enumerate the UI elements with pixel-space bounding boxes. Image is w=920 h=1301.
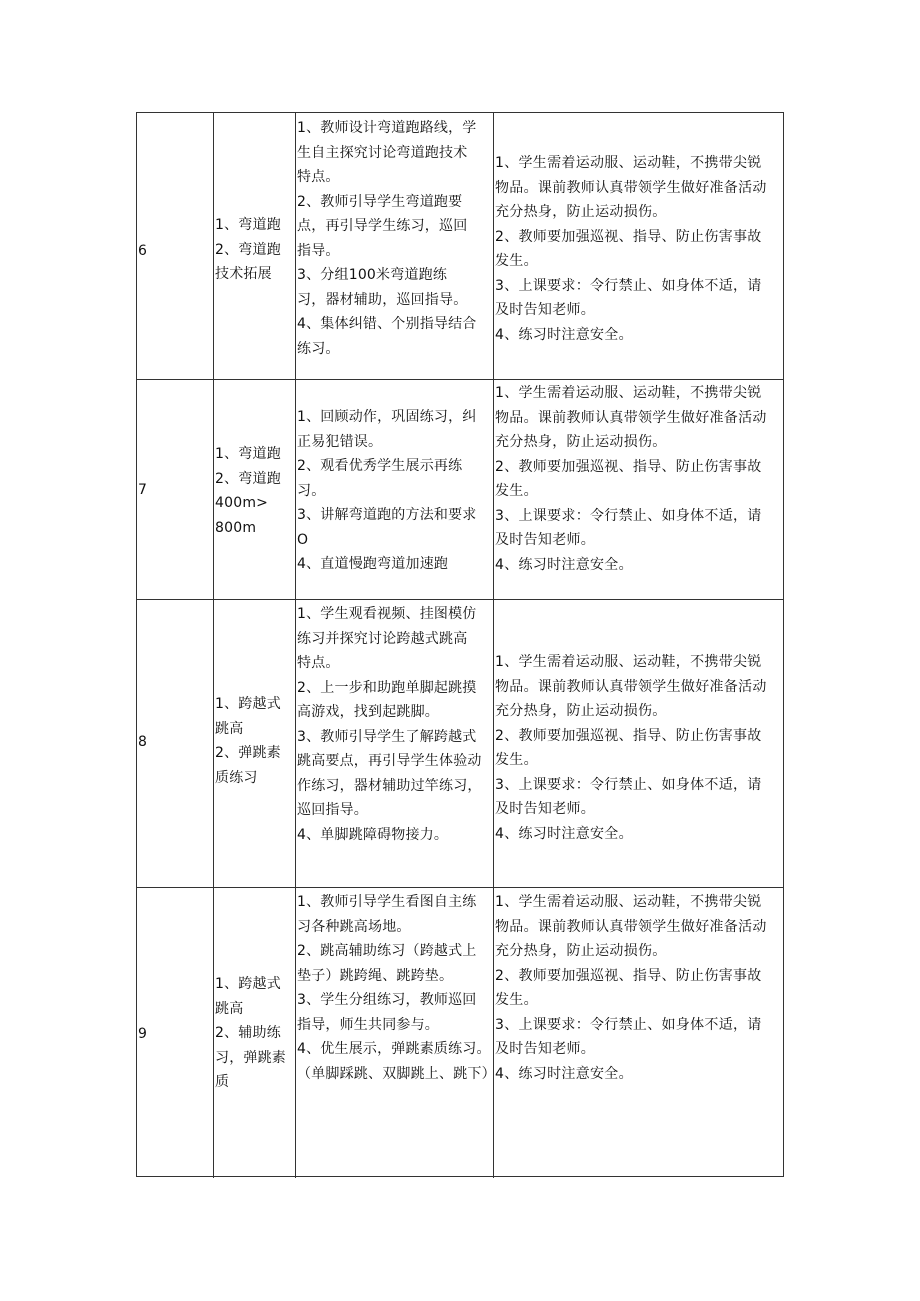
teaching-methods: 1、教师引导学生看图自主练 习各种跳高场地。 2、跳高辅助练习（跨越式上 垫子）跳跨绳、跳跨垫。 3、学生分组练习，教师巡回 指导，师生共同参与。 4、优生展示，弹跳素质练习。 （单脚踩跳、双脚跳上、跳下） bbox=[297, 894, 496, 1082]
lesson-number-cell bbox=[137, 600, 214, 887]
content-cell bbox=[214, 380, 296, 599]
lesson-number-cell bbox=[137, 888, 214, 1178]
content-cell bbox=[214, 600, 296, 887]
teaching-methods: 1、学生观看视频、挂图模仿 练习并探究讨论跨越式跳高 特点。 2、上一步和助跑单脚起跳摸 高游戏，找到起跳脚。 3、教师引导学生了解跨越式 跳高要点，再引导学生体验动 作练习，器材辅助过竿练习， 巡回指导。 4、单脚跳障碍物接力。 bbox=[297, 606, 482, 843]
safety-notes: 1、学生需着运动服、运动鞋，不携带尖锐 物品。课前教师认真带领学生做好准备活动 充分热身，防止运动损伤。 2、教师要加强巡视、指导、防止伤害事故 发生。 3、上课要求：令行禁止、如身体不适，请 及时告知老师。 4、练习时注意安全。 bbox=[495, 654, 767, 842]
lesson-content: 1、跨越式 跳高 2、弹跳素 质练习 bbox=[215, 696, 281, 786]
safety-cell bbox=[494, 113, 783, 379]
safety-notes: 1、学生需着运动服、运动鞋，不携带尖锐 物品。课前教师认真带领学生做好准备活动 充分热身，防止运动损伤。 2、教师要加强巡视、指导、防止伤害事故 发生。 3、上课要求：令行禁止、如身体不适，请 及时告知老师。 4、练习时注意安全。 bbox=[495, 155, 767, 343]
table-row bbox=[137, 599, 783, 887]
safety-notes: 1、学生需着运动服、运动鞋，不携带尖锐 物品。课前教师认真带领学生做好准备活动 充分热身，防止运动损伤。 2、教师要加强巡视、指导、防止伤害事故 发生。 3、上课要求：令行禁止、如身体不适，请 及时告知老师。 4、练习时注意安全。 bbox=[495, 385, 767, 573]
content-cell bbox=[214, 888, 296, 1178]
methods-cell bbox=[296, 600, 494, 887]
lesson-number: 6 bbox=[138, 243, 147, 259]
content-cell bbox=[214, 113, 296, 379]
table-row bbox=[137, 113, 783, 379]
table-row bbox=[137, 379, 783, 599]
safety-notes: 1、学生需着运动服、运动鞋，不携带尖锐 物品。课前教师认真带领学生做好准备活动 充分热身，防止运动损伤。 2、教师要加强巡视、指导、防止伤害事故 发生。 3、上课要求：令行禁止、如身体不适，请 及时告知老师。 4、练习时注意安全。 bbox=[495, 894, 767, 1082]
teaching-methods: 1、回顾动作，巩固练习，纠 正易犯错误。 2、观看优秀学生展示再练 习。 3、讲解弯道跑的方法和要求 O 4、直道慢跑弯道加速跑 bbox=[297, 409, 477, 572]
table-row bbox=[137, 887, 783, 1178]
lesson-number-cell bbox=[137, 380, 214, 599]
lesson-number: 8 bbox=[138, 734, 147, 750]
safety-cell bbox=[494, 888, 783, 1178]
teaching-methods: 1、教师设计弯道跑路线，学 生自主探究讨论弯道跑技术 特点。 2、教师引导学生弯道跑要 点，再引导学生练习，巡回 指导。 3、分组100米弯道跑练 习，器材辅助，巡回指导。 4、集体纠错、个别指导结合 练习。 bbox=[297, 120, 477, 357]
methods-cell bbox=[296, 888, 494, 1178]
lesson-number: 7 bbox=[138, 482, 147, 498]
safety-cell bbox=[494, 380, 783, 599]
lesson-number: 9 bbox=[138, 1026, 147, 1042]
lesson-number-cell bbox=[137, 113, 214, 379]
safety-cell bbox=[494, 600, 783, 887]
methods-cell bbox=[296, 380, 494, 599]
lesson-content: 1、跨越式 跳高 2、辅助练 习，弹跳素 质 bbox=[215, 976, 286, 1090]
lesson-plan-table bbox=[136, 112, 784, 1177]
lesson-content: 1、弯道跑 2、弯道跑 400m> 800m bbox=[215, 446, 281, 536]
methods-cell bbox=[296, 113, 494, 379]
lesson-content: 1、弯道跑 2、弯道跑 技术拓展 bbox=[215, 217, 281, 282]
